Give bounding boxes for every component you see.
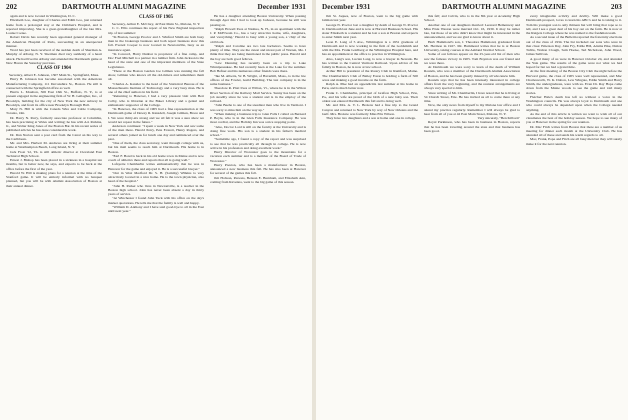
paragraph: "At Winchester I found John Tuck with his office on the day's market quotations. He tells me that the family is well and happy.	[108, 196, 204, 205]
paragraph: Harris L. Moulton, 306 East 16th St., Buffalo, N. Y., is at present engaged in the engineering firm of W. H. Gallagher, Inc., of Brooklyn, building for the city of New York the new subway in Brooklyn, and from its office near Brooklyn Borough Hall.	[6, 90, 102, 107]
paragraph: Jim Hobson, Parsons, Benson E. Burnham, and Elisabeth Ann, coming from Ravenna, went to the big game of this season.	[210, 175, 306, 184]
paragraph: As a second issue of the Bulletin reported the fraternity elections out of the class of 1934. The list included our sons who were in that class: Emerson Day, John Fry, Eddie Hill, Adams Pike, Dalton Tubbs, Walton Clough, Sam Hooke, Ted Nicholson, John Wood, James Sullivan.	[526, 35, 622, 57]
left-columns	[6, 14, 306, 420]
right-page	[316, 0, 628, 420]
paragraph: Jim St. Jaques, now of Boston, went to the big game with Gilman last year.	[322, 14, 418, 23]
paragraph: "Also, Doctor Lord is still on the faculty at the University and is doing fine work. His son is a student in his father's medical school."	[210, 124, 306, 137]
page-number: 203	[610, 3, 622, 11]
paragraph: Jack Frost '12, Th. is still athletic director at Cleveland East Technical High School.	[6, 149, 102, 158]
paragraph: George N. Proctor lost a daughter by death of George N. Proctor Jr. Dartmouth last June and is now at Harvard Business School. His sister Elisabeth is a student and he lost a son at Boston and expects to enter Smith next year.	[322, 22, 418, 40]
paragraph: Since writing of Mr. Chamberlin, I have noted that he is living at 54 Church Street, Erie. He has invited us all to come there at any time.	[424, 90, 520, 103]
paragraph: C. C. Ellis continues his report of his New England inspection trip of last summer:	[108, 26, 204, 35]
page-number: 202	[6, 3, 18, 11]
paragraph: Robert Davis has recently been appointed general manager of the American Hospital of Paris, succeeding in an unexpected manner.	[6, 35, 102, 48]
paragraph: Harry Preston, who has been a manufacturer in Boston, announced a new business this fall. He has also been at Hanover for several of the games this fall.	[210, 162, 306, 176]
paragraph: Dr. Dan Norton sent a post card from the Canal on his way to the Caribbean.	[6, 132, 102, 141]
paragraph: Some of our fellows appear on the 25-year-old list of men who saw the famous victory in 1905. Tom Boynton was our friend and we were there.	[424, 52, 520, 65]
paragraph: As the end of this article is written we want to wish all of our classmates the best of the holiday season. We hope to see many of you at Hanover in the spring for our reunion.	[526, 111, 622, 125]
paragraph: "In Boston, George Proctor and J. Winfred Smith are both busy men in the brokerage business and both report business slow this fall. Everett Cooper is now located in Newtonville, busy as an insurance agent.	[108, 34, 204, 52]
paragraph: Elizabeth Loo, daughter of Charles and Edith Loo, just returned home from a prolonged stay at the Children's Hospital, and is reported improving. She is a great-granddaughter of the late Mrs. Louise Cooke.	[6, 18, 102, 35]
paragraph: Mr. and Mrs. Herbert M. Andrews are living at their summer home at Westhampton Beach, Long Island, N. Y.	[6, 141, 102, 150]
paragraph: Harry B. Johnson has become associated with the American Manufacturing Company, 111 Devonshire St., Boston. He still is connected with the Springfield office as well.	[6, 77, 102, 90]
paragraph: "Earl F. Bond is back in his old home town in Maine and is now coach of athletics there and reports that all is going well."	[108, 153, 204, 162]
paragraph: Mary N. Hill is with the Canada Wire and Cable Company, Toronto, Ont.	[6, 107, 102, 116]
paragraph: "Ralph Howell lives at Nashua, N. H., in an apartment with the J. P. McElwain Co., has a very attractive home, wife, daughters, and 'everything.' Harold is busy with a young son, a 'chip' of the old block.	[210, 26, 306, 44]
paragraph: Dr. Mac Fitch writes from Boston that there are a number of us meeting for dinner each month at the University Club. He has attended all of these and sends his warm regards to all.	[526, 124, 622, 137]
text-column	[526, 14, 622, 420]
text-column	[424, 14, 520, 420]
paragraph: Ralph A. Pike had an appendicitis last summer at his home in Peru, and is much better now.	[322, 82, 418, 91]
class-heading: CLASS OF 1905	[139, 15, 173, 20]
paragraph: Leon E. Lang of 5 Ave., Wilmington is a 1931 graduate of Dartmouth and is now working in the firm of the Goldsmith and with the Mrs. Frank Goldberg at the Wilmington Hospital here, and has an appointment at the office to practice in Wilmington.	[322, 39, 418, 57]
text-column	[108, 14, 204, 420]
paragraph: "One of them, the class secretary, went through college with us, but his mail seems to reach him at Dartmouth. His home is in Boston.	[108, 141, 204, 154]
paragraph: Fletcher Hale's death has left us without a voice in the Washington councils. He was always loyal to Dartmouth and one who could always be depended upon when the College needed anything.	[526, 94, 622, 112]
paragraph: "There at the Boston Garden Joe Gilman was running the fall show, Gilman who knows all the old-timers and remembers them all.	[108, 68, 204, 82]
paragraph: Another one of our daughters married: Leonard Hemenway and Miss Elsie Weston were married Oct. 16, 1930. It may be rather late, but those of us who didn't know that might be interested in the announcement, and we are glad to know about it.	[424, 22, 520, 40]
paragraph: Mr. and Mrs. A. V. L. Brokaw had a fine trip to the Grand Canyon and returned to New York by way of New Orleans and the Gulf. Mrs. Brokaw was formerly Miss Ella Wilson.	[322, 103, 418, 116]
paragraph: Word has just been received of the sudden death of Sherman A. Murphy of Albany, N. Y. Sherman died very suddenly of a heart attack. He had lived in Albany and attended the Dartmouth game at New Haven the Saturday previous.	[6, 48, 102, 65]
paragraph: He has a daughter attending Boston University. When passing through Ayer this I had to look up Jackson, because he still was passing on.	[210, 14, 306, 27]
paragraph: They have two daughters and a son at home and one in college.	[326, 116, 416, 120]
paragraph: A good many of us were in Hanover October 24, and attended the Yale game. The results of the game were not what we had hoped for but we had a grand time.	[526, 56, 622, 69]
paragraph: Herb Hammond's son, J. Theodore Hammond, graduated from Mt. Hermon in 1927. Mr. Hammond writes that he is at Boston University, taking courses at the Ashland Normal School.	[424, 39, 520, 52]
paragraph: Dr. Harry N. Perry, formerly associate professor at Columbia, has been practising at Wales and writing; he has with Ad. Perkins, Jr., and Walter King Jones of the Boston Bar. In his recent series of published articles he has done considerable work.	[6, 115, 102, 133]
paragraph: Theodore R. Platt lives at Wilton, Vt., where he is in the Wilton River Section of the Railway Mail Service. Sunny has been on the job steadily since he was a student and is in the employ of the railroad.	[210, 86, 306, 103]
secretary-line: Secretary, Arthur E. McClary, 42 East Main St., Malone, N. Y.	[111, 22, 201, 26]
signature: Very sincerely, "Ben Kilborn"	[477, 116, 520, 120]
text-column	[6, 14, 102, 420]
text-column	[210, 14, 306, 420]
right-columns	[322, 14, 622, 420]
magazine-title: DARTMOUTH ALUMNI MAGAZINE	[62, 3, 187, 11]
paragraph: "Charles A. Kanzler is the head of the Statistical Bureau of the Massachusetts Institute of Technology and a very busy man. He is one of the chief authors in his field.	[108, 81, 204, 94]
paragraph: "When making a business trip to Glen Falls I called on Bernard P. Boyle, who is in the Glen Falls Insurance Company. He was most cordial, and the Holiday Inn was a nice stopping point.	[210, 111, 306, 125]
paragraph: Also, Lang's son, Lucian Lang, is now a lawyer in Newark. He has written to the Central Vermont Railroad. Upon advice of his family in Boston, he is now at law school.	[322, 56, 418, 69]
paragraph: "Ralph and Caroline are two late bachelors. Seems to have plenty of time. They are the cutest and nicest pair of Warren, Me. I think that they are being mentioned in the public press. Harold and the boy are both good fellows.	[210, 43, 306, 61]
paragraph: Mac, Frank, Pope and Fitch are all busy men but they will surely make it for the next reunion.	[526, 137, 622, 146]
paragraph: Frank C. Chamberlin, principal of Grafton High School, Erie, Pa., and his wife are proud of the birth of a new baby son. Their oldest son entered Dartmouth this fall and is doing well.	[322, 90, 418, 103]
secretary-line: Secretary, Albert E. Johnson, 1307 Main St., Springfield, Mass.	[8, 73, 100, 77]
paragraph: Now, the only news from myself is my Malone law office and I attend my practice regularly. Remember I will always be glad to hear from all of you at 42 East Main Street, Malone, N. Y.	[424, 103, 520, 116]
paragraph: Royal Parkinson, who has been in business in Boston, reports that he has been traveling around the state and that business has been good.	[424, 120, 520, 133]
left-page-header	[6, 3, 306, 13]
paragraph: every imaginable activity and devilty. Will make a good Dartmouth prospect, loves to learn his ABC's and he is taking to it. Tom his youngest son is only thirteen but will bring that rope so to tell, and I see a great deal of his boy out on the farm. He is now at the Rutgers College where he was named to the freshman team.	[526, 14, 622, 35]
left-page	[0, 0, 312, 420]
text-column	[322, 14, 418, 420]
paragraph: "In Hanover, the class of 1905 had a fine representation at the Dartmouth game of Dewey R. Ransdell, Joseph Gilman, Brace and I. We were thirty-six strong and we all felt it was a sure show we would not repeat in the future."	[108, 107, 204, 124]
paragraph: "John H. Parker who lives in Newtonville, is a teacher in the Boston high school. John has never been absent a day in thirty years of service.	[108, 183, 204, 196]
issue-date: December 1931	[257, 3, 306, 11]
paragraph: Arthur Hill is president of the Rotary Club in Rumford, Maine. The Chamberlain's Club of Bailey Eaton is holding a farm of 500 acres and making a good income on the farm.	[322, 69, 418, 82]
paragraph: "William D. Anthony and I have said good-bye to all in the East until next year."	[108, 204, 204, 213]
paragraph: "In Concord, Harry Dunbar is proprietor of a fine camp, and Doc Fred Mitchell is a partner in a lumber firm. John Jackson is the head of the state and one of the important members of the State Legislature.	[108, 51, 204, 69]
paragraph: this fall; and Calvin, who is in the 8th year at Academy High School.	[424, 14, 520, 23]
issue-date: December 1931	[322, 3, 371, 11]
paragraph: Ernest J. Bishop has been placed in a sickness in a hospital ten months, but is better now, he says, and expects to be back at the office before the first of the year.	[6, 158, 102, 171]
paragraph: Anderson continues: "I spent a week in New York and saw some of the men there. Harold Perry, Pete Everett, Henry Rogers, and several others joined us for lunch one day and reminisced over the past.	[108, 124, 204, 141]
paragraph: At the first meeting of the Boston City Club the night before the Harvard game, the class of 1905 were well represented, and Mac Charlesworth, W. K. Dalton, Lew Wingate, Eddie Smith and Harry Smith, the undergraduate, were with us. Even Dr. Ray Hope came down from the Maine woods to see the game and told many stories.	[526, 69, 622, 95]
paragraph: "John Beebe is one of the steadiest men who live in Vermont. I was sorry to miss him on the way up."	[210, 103, 306, 112]
paragraph: At Dartmouth we were sorry to learn of the death of William Rounds, who was a member of the Dartmouth Alumni Association of Boston, and he has been greatly missed by all who knew him.	[424, 65, 520, 78]
paragraph: Rounds says that he has been intensely interested in college affairs from the very beginning, and the reunion arrangements are always very special to him.	[424, 77, 520, 91]
paragraph: "Ike M. Alberts, W. B. Wright, of Haverhill, Mass., is in the law offices of the Fowler, Guild Building. The last company is in the same business."	[210, 73, 306, 86]
paragraph: "Out in West Medford Dr. S. H. (Sammy) Wilkins is very attractively located in a nice home. He is the town physician, also head of the hospital."	[108, 170, 204, 184]
paragraph: "Lew Dunning has recently been on a trip to Lake Winnipesaukee. He had recently been at the Lake for the summer. Bob Hefner and his numerous other friends were there.	[210, 60, 306, 74]
paragraph: Harry Director of Worcester goes to the mountains for a vacation each summer and is a member of the Board of Trade of Worcester."	[210, 150, 306, 163]
paragraph: "Sometime ago, I found a copy of the report and was surprised to see that he was practically all through in college. He is now active in his profession and doing excellent work."	[210, 137, 306, 150]
paragraph: Harold W. Hill is making plans for a reunion at the time of the Stanford game. It will be entirely informal with no banquet planned, but you will be with Alumni Association of Boston at their annual dinner.	[6, 170, 102, 188]
paragraph: again and is now located in Washington, D. C.	[10, 14, 76, 18]
paragraph: Lafayette Chamberlin writes enthusiastically that he was in Hanover for the game and enjoyed it. He is a successful lawyer."	[108, 162, 204, 171]
magazine-title: DARTMOUTH ALUMNI MAGAZINE	[442, 3, 567, 11]
right-page-header	[322, 3, 622, 13]
paragraph: "Returning to Hanover, I had a very pleasant visit with Bert Colby, who is librarian at the Baker Library and a genial and enthusiastic supporter of the College.	[108, 94, 204, 107]
class-heading: CLASS OF 1904	[37, 66, 71, 71]
